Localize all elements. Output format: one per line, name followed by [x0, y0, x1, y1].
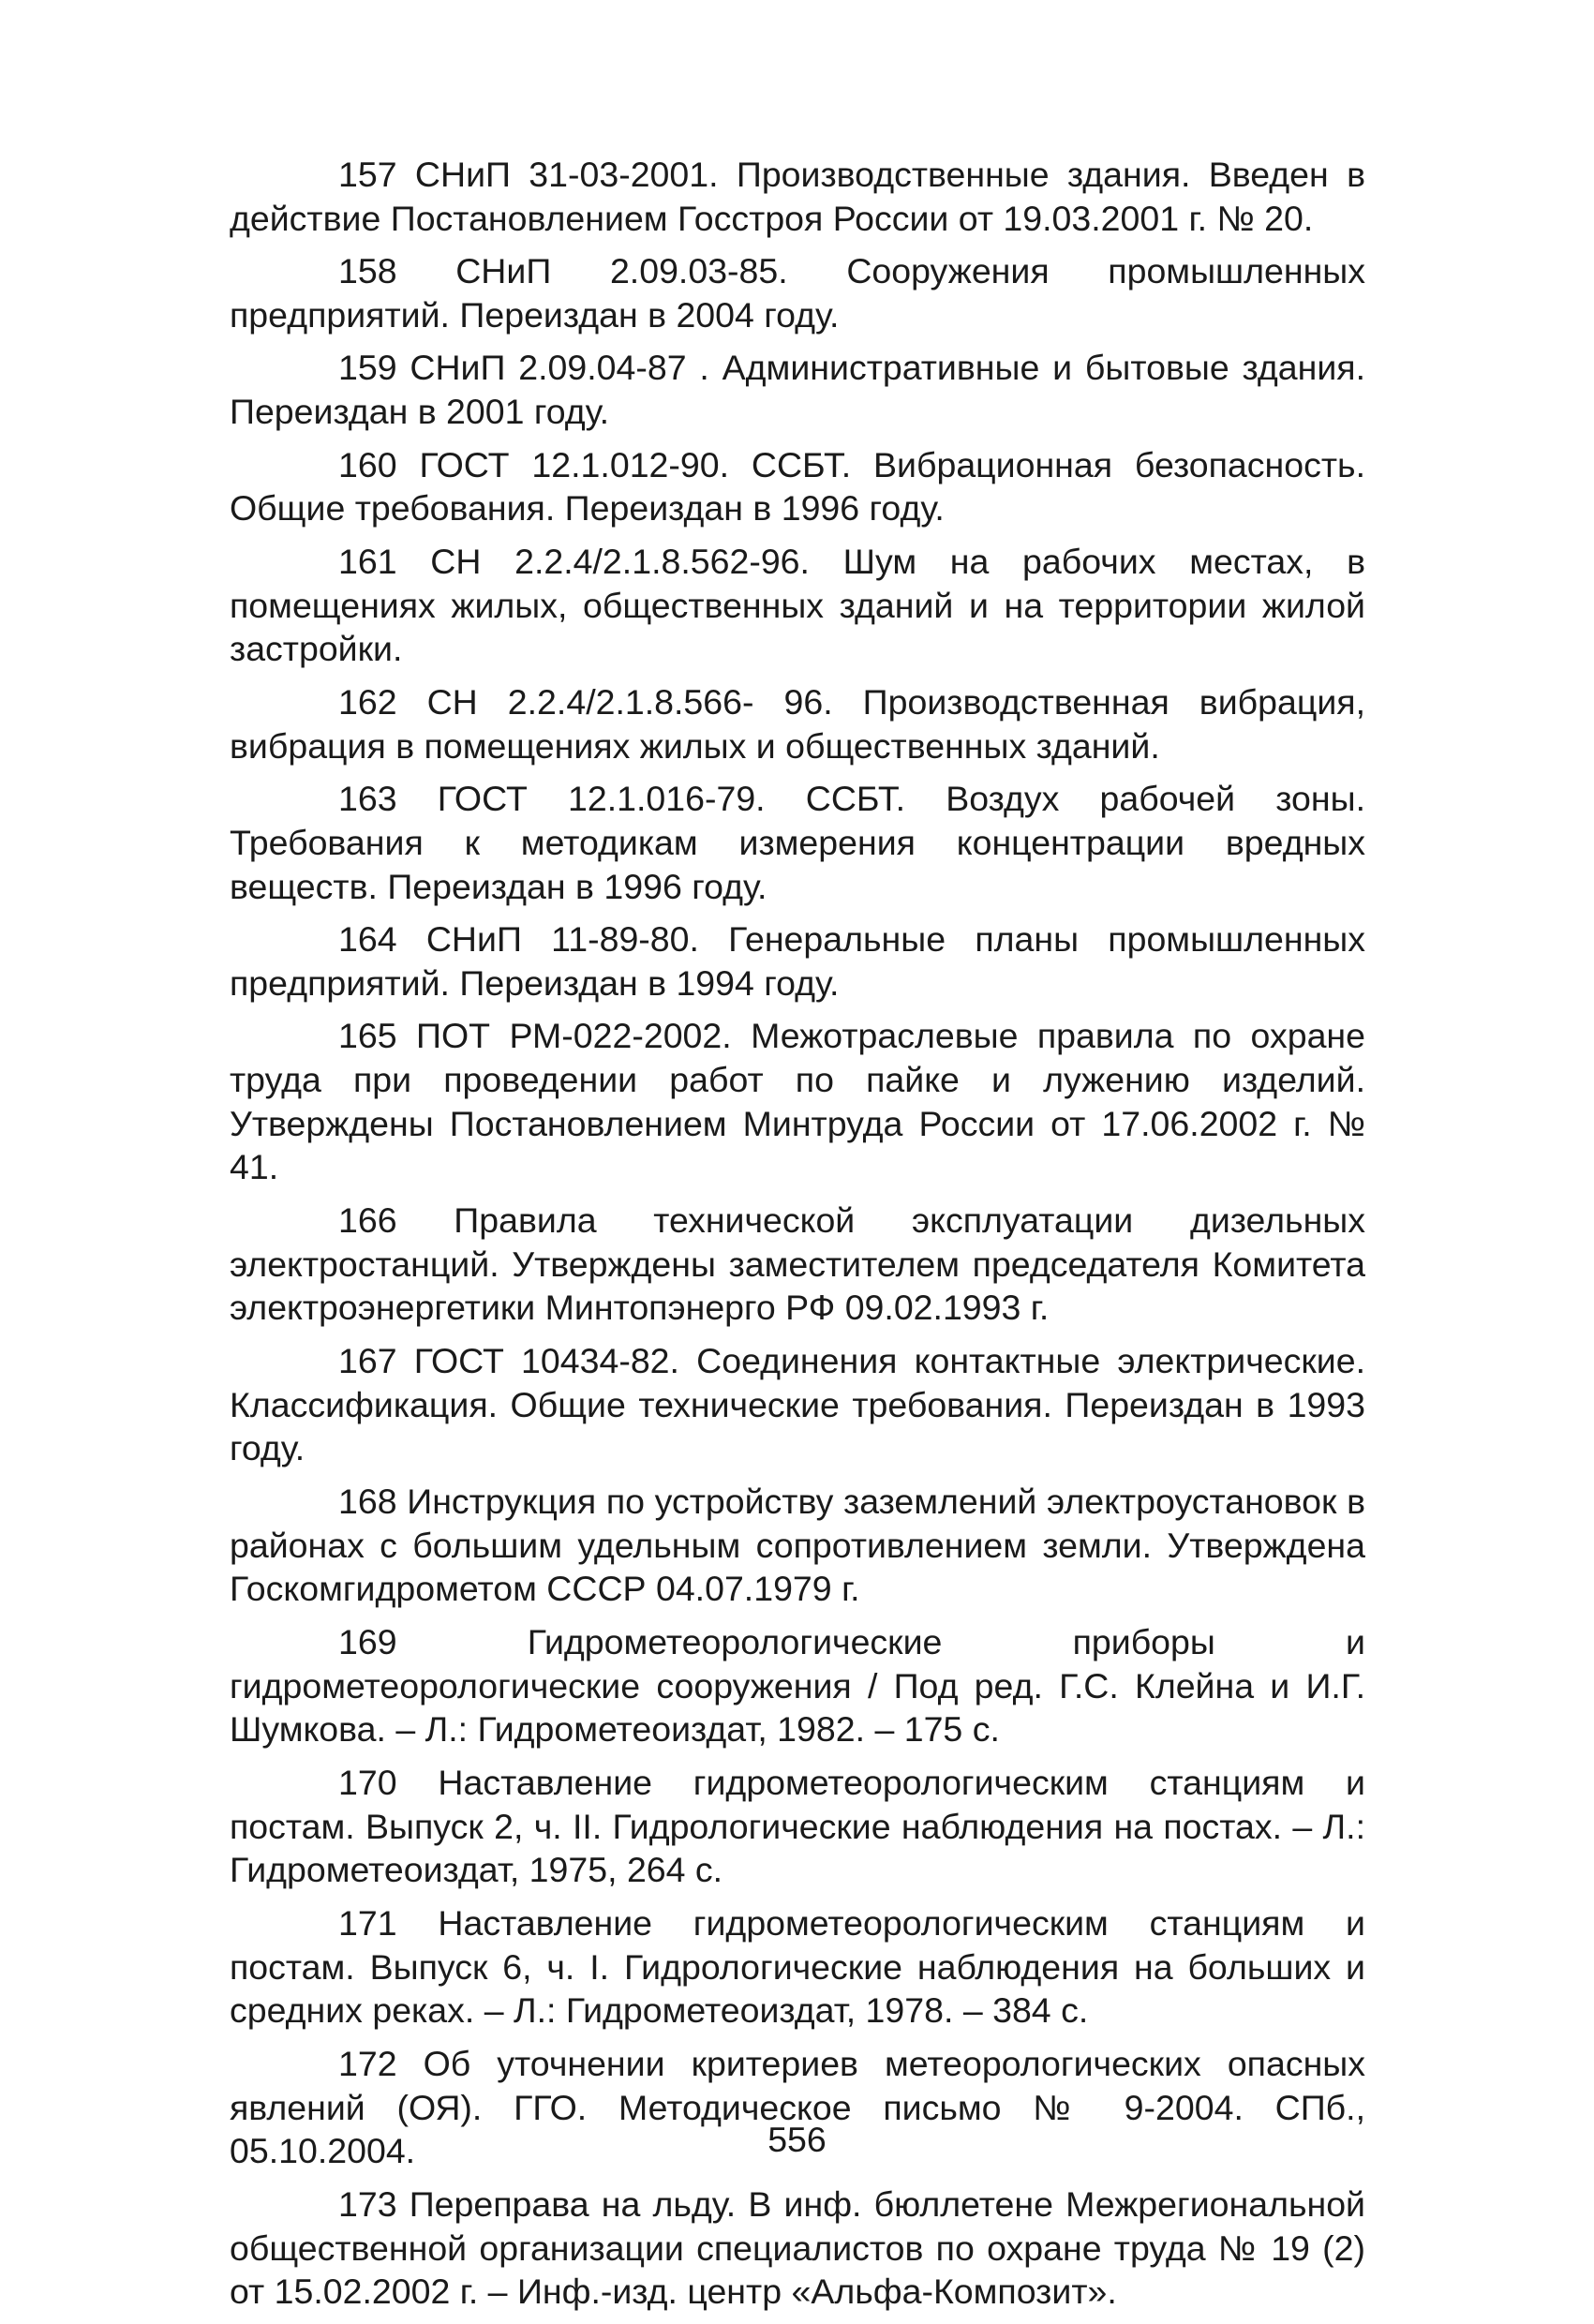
reference-158: 158 СНиП 2.09.03-85. Сооружения промышленных предприятий. Переиздан в 2004 году. — [230, 251, 1365, 335]
reference-162: 162 СН 2.2.4/2.1.8.566- 96. Производственная вибрация, вибрация в помещениях жилых и общественных зданий. — [230, 681, 1365, 766]
reference-list — [230, 153, 1365, 2323]
reference-157: 157 СНиП 31-03-2001. Производственные здания. Введен в действие Постановлением Госстроя России от 19.03.2001 г. № 20. — [230, 155, 1365, 238]
reference-168: 168 Инструкция по устройству заземлений электроустановок в районах с большим удельным сопротивлением земли. Утверждена Госкомгидрометом СССР 04.07.1979 г. — [230, 1481, 1365, 1609]
reference-163: 163 ГОСТ 12.1.016-79. ССБТ. Воздух рабочей зоны. Требования к методикам измерения концентрации вредных веществ. Переиздан в 1996 году. — [230, 778, 1365, 906]
reference-171: 171 Наставление гидрометеорологическим станциям и постам. Выпуск 6, ч. I. Гидрологические наблюдения на больших и средних реках. – Л.: Гидрометеоиздат, 1978. – 384 с. — [230, 1902, 1365, 2031]
reference-172: 172 Об уточнении критериев метеорологических опасных явлений (ОЯ). ГГО. Методическое письмо № 9-2004. СПб., 05.10.2004. — [230, 2043, 1365, 2171]
reference-165: 165 ПОТ РМ-022-2002. Межотраслевые правила по охране труда при проведении работ по пайке и лужению изделий. Утверждены Постановлением Минтруда России от 17.06.2002 г. № 41. — [230, 1016, 1365, 1187]
reference-170: 170 Наставление гидрометеорологическим станциям и постам. Выпуск 2, ч. II. Гидрологические наблюдения на постах. – Л.: Гидрометеоиздат, 1975, 264 с. — [230, 1762, 1365, 1890]
reference-173: 173 Переправа на льду. В инф. бюллетене Межрегиональной общественной организации специалистов по охране труда № 19 (2) от 15.02.2002 г. – Инф.-изд. центр «Альфа-Композит». — [230, 2183, 1365, 2312]
reference-159: 159 СНиП 2.09.04-87 . Административные и бытовые здания. Переиздан в 2001 году. — [230, 348, 1365, 432]
reference-167: 167 ГОСТ 10434-82. Соединения контактные электрические. Классификация. Общие технические требования. Переиздан в 1993 году. — [230, 1340, 1365, 1468]
reference-160: 160 ГОСТ 12.1.012-90. ССБТ. Вибрационная безопасность. Общие требования. Переиздан в 1996 году. — [230, 444, 1365, 529]
reference-169: 169 Гидрометеорологические приборы и гидрометеорологические сооружения / Под ред. Г.С. Клейна и И.Г. Шумкова. – Л.: Гидрометеоиздат, 1982. – 175 с. — [230, 1621, 1365, 1750]
reference-161: 161 СН 2.2.4/2.1.8.562-96. Шум на рабочих местах, в помещениях жилых, общественных зданий и на территории жилой застройки. — [230, 541, 1365, 669]
reference-164: 164 СНиП 11-89-80. Генеральные планы промышленных предприятий. Переиздан в 1994 году. — [230, 918, 1365, 1003]
page-number: 556 — [767, 2120, 827, 2159]
reference-166: 166 Правила технической эксплуатации дизельных электростанций. Утверждены заместителем председателя Комитета электроэнергетики Минтопэнерго РФ 09.02.1993 г. — [230, 1199, 1365, 1328]
